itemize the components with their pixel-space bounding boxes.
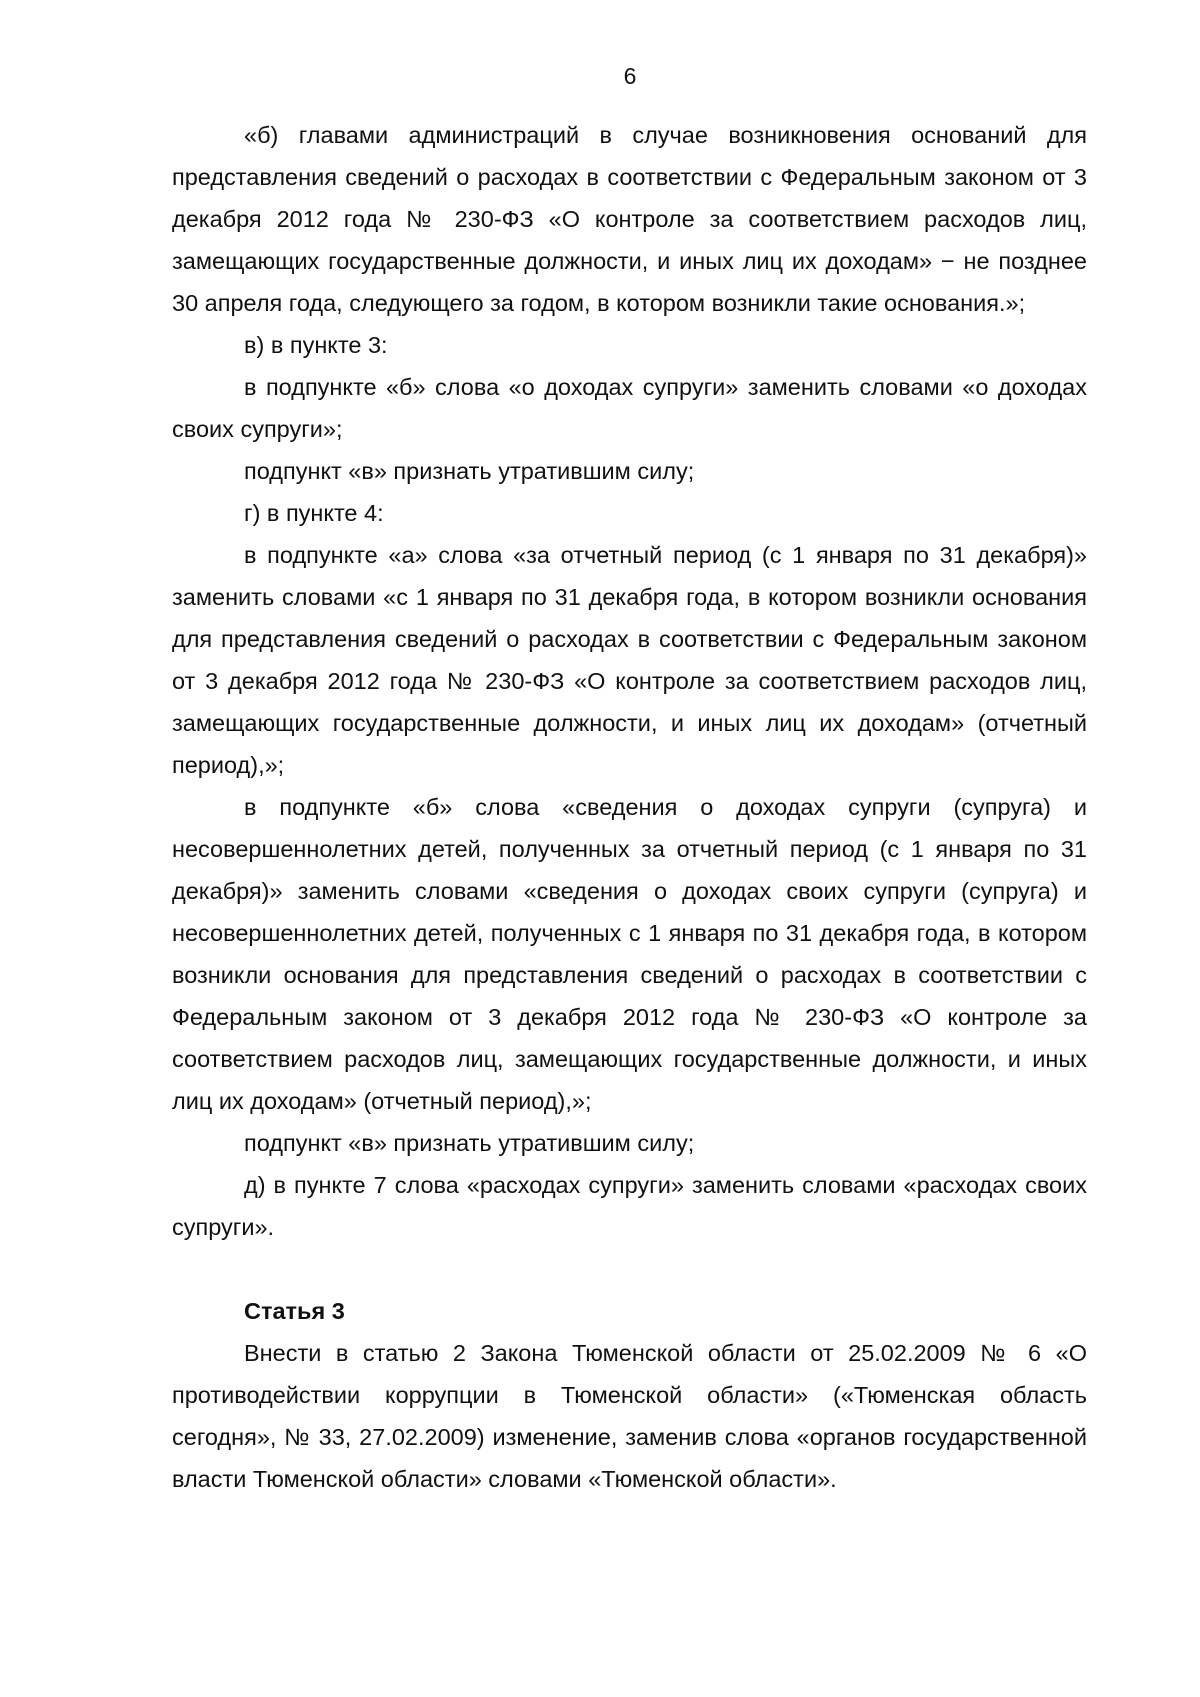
document-body (172, 114, 1087, 1500)
paragraph-point-3-subitem-b: в подпункте «б» слова «о доходах супруги» заменить словами «о доходах своих супруги»; (172, 374, 1087, 442)
paragraph-article-3-text: Внести в статью 2 Закона Тюменской области от 25.02.2009 № 6 «О противодействии коррупции в Тюменской области» («Тюменская область сегодня», № 33, 27.02.2009) изменение, заменив слова «органов государственной власти Тюменской области» словами «Тюменской области». (172, 1340, 1087, 1492)
paragraph-point-4-subitem-b: в подпункте «б» слова «сведения о доходах супруги (супруга) и несовершеннолетних детей, полученных за отчетный период (с 1 января по 31 декабря)» заменить словами «сведения о доходах своих супруги (супруга) и несовершеннолетних детей, полученных с 1 января по 31 декабря года, в котором возникли основания для представления сведений о расходах в соответствии с Федеральным законом от 3 декабря 2012 года № 230-ФЗ «О контроле за соответствием расходов лиц, замещающих государственные должности, и иных лиц их доходам» (отчетный период),»; (172, 794, 1087, 1114)
paragraph-item-v-point-3: в) в пункте 3: (244, 332, 388, 358)
paragraph-point-4-subitem-a: в подпункте «а» слова «за отчетный период (с 1 января по 31 декабря)» заменить словами «с 1 января по 31 декабря года, в котором возникли основания для представления сведений о расходах в соответствии с Федеральным законом от 3 декабря 2012 года № 230-ФЗ «О контроле за соответствием расходов лиц, замещающих государственные должности, и иных лиц их доходам» (отчетный период),»; (172, 542, 1087, 778)
article-3-heading: Статья 3 (244, 1298, 345, 1324)
paragraph-subitem-b-deadline: «б) главами администраций в случае возникновения оснований для представления сведений о расходах в соответствии с Федеральным законом от 3 декабря 2012 года № 230-ФЗ «О контроле за соответствием расходов лиц, замещающих государственные должности, и иных лиц их доходам» − не позднее 30 апреля года, следующего за годом, в котором возникли такие основания.»; (172, 122, 1087, 316)
page-number: 6 (623, 63, 637, 89)
paragraph-item-g-point-4: г) в пункте 4: (244, 500, 384, 526)
paragraph-point-3-subitem-v-void: подпункт «в» признать утратившим силу; (244, 458, 695, 484)
paragraph-point-4-subitem-v-void: подпункт «в» признать утратившим силу; (244, 1130, 695, 1156)
paragraph-item-d-point-7: д) в пункте 7 слова «расходах супруги» заменить словами «расходах своих супруги». (172, 1172, 1087, 1240)
